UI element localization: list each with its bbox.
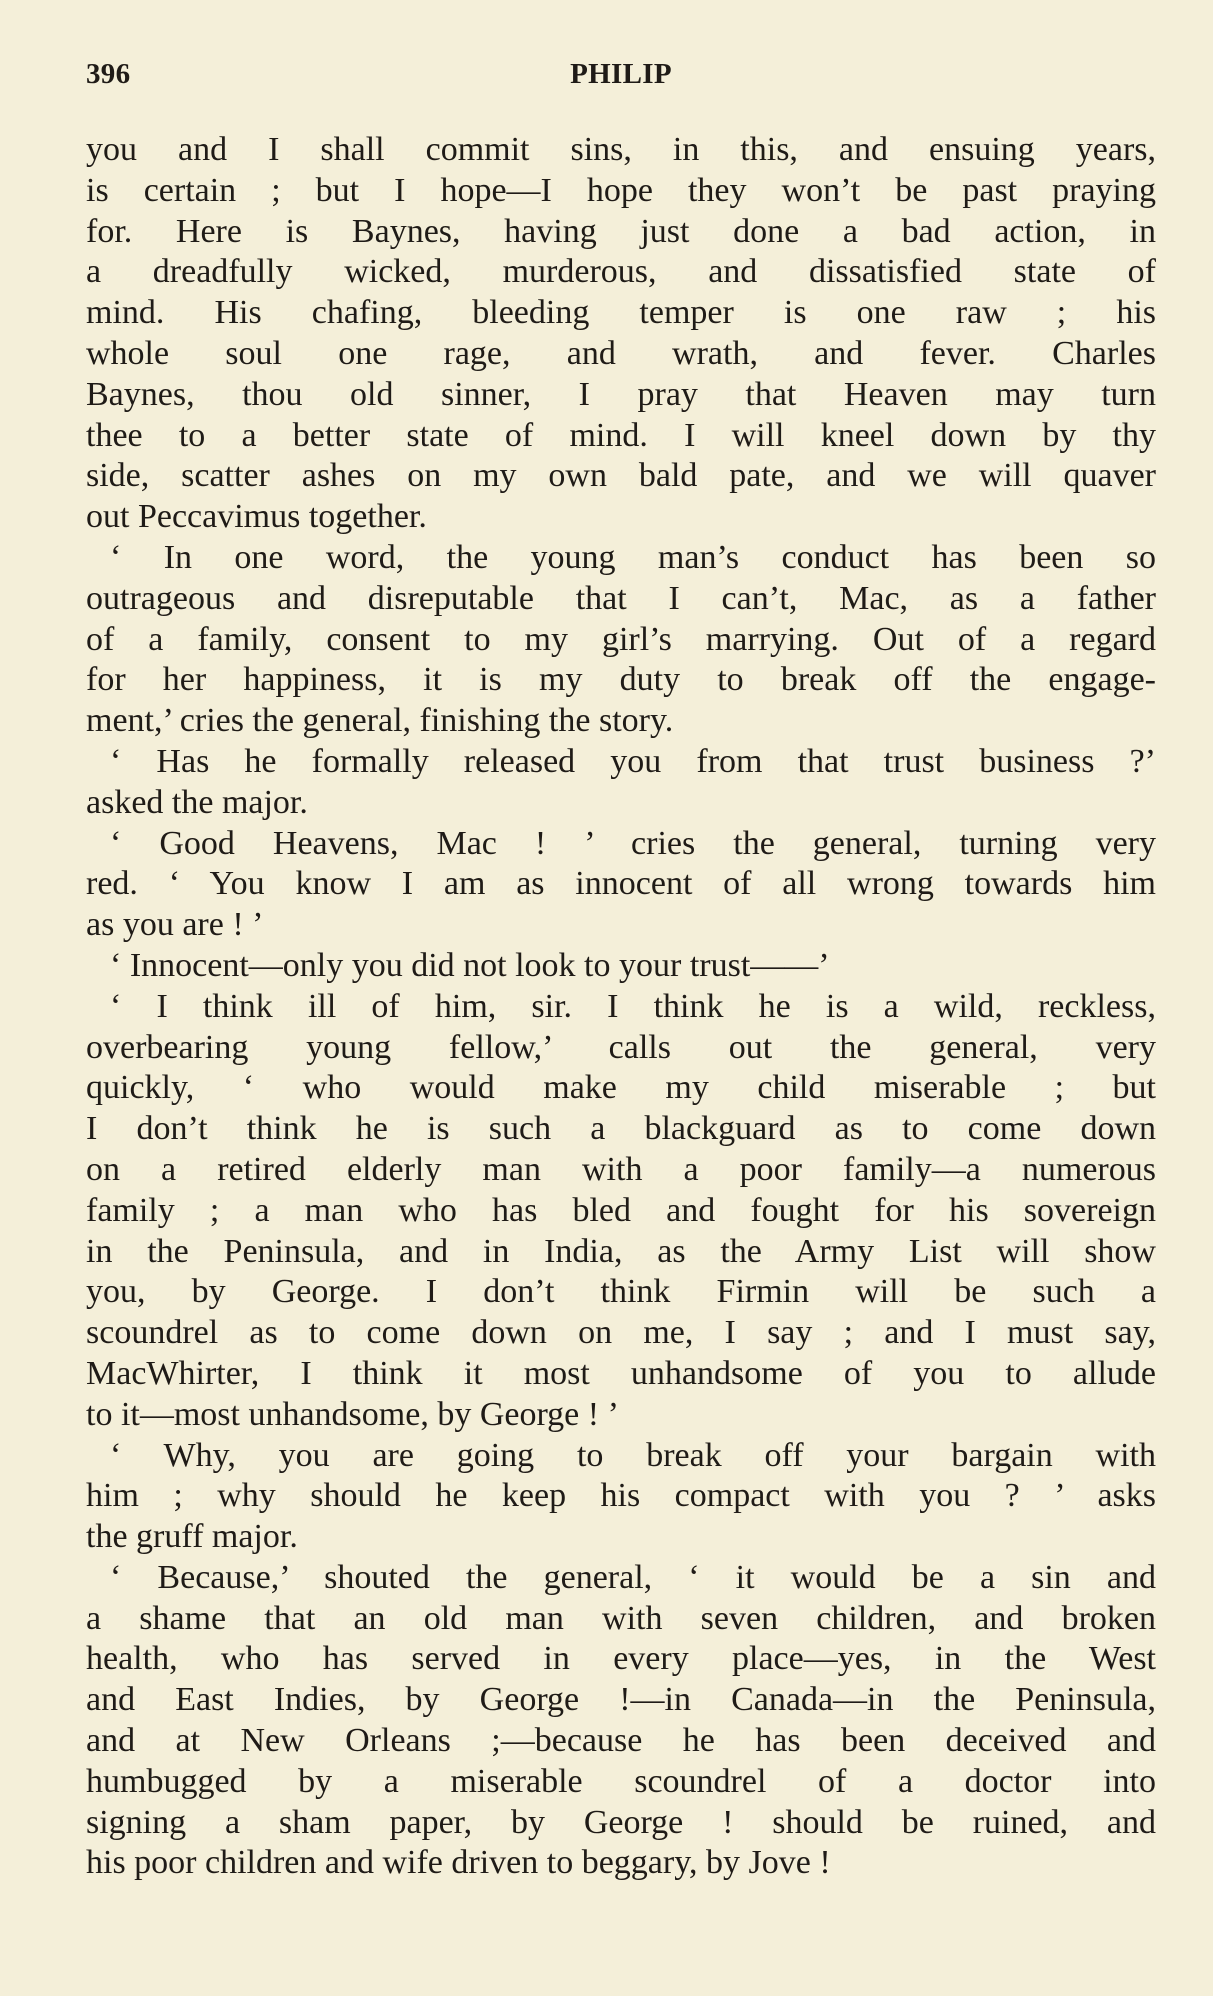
text-line: to it—most unhandsome, by George ! ’ xyxy=(86,1395,619,1433)
text-line: his poor children and wife driven to beggary, by Jove ! xyxy=(86,1844,831,1882)
text-line: MacWhirter, I think it most unhandsome of you to allude xyxy=(86,1354,1156,1392)
text-line: you, by George. I don’t think Firmin will be such a xyxy=(86,1273,1156,1311)
text-line: on a retired elderly man with a poor family—a numerous xyxy=(86,1150,1156,1188)
text-line: as you are ! ’ xyxy=(86,906,264,944)
text-line: is certain ; but I hope—I hope they won’t be past praying xyxy=(86,171,1156,209)
page-number: 396 xyxy=(86,58,131,90)
text-line: red. ‘ You know I am as innocent of all wrong towards him xyxy=(86,865,1156,903)
text-line: and at New Orleans ;—because he has been deceived and xyxy=(86,1722,1156,1760)
text-line: side, scatter ashes on my own bald pate, and we will quaver xyxy=(86,457,1156,495)
text-line: overbearing young fellow,’ calls out the general, very xyxy=(86,1028,1156,1066)
text-line: scoundrel as to come down on me, I say ; and I must say, xyxy=(86,1314,1156,1352)
text-line: Baynes, thou old sinner, I pray that Heaven may turn xyxy=(86,375,1156,413)
text-line: family ; a man who has bled and fought for his sovereign xyxy=(86,1191,1156,1229)
text-line: whole soul one rage, and wrath, and fever. Charles xyxy=(86,334,1156,372)
text-line: asked the major. xyxy=(86,783,308,821)
page-header xyxy=(86,58,1156,102)
text-line: for her happiness, it is my duty to break off the engage- xyxy=(86,661,1156,699)
text-line: the gruff major. xyxy=(86,1518,298,1556)
text-line: ‘ Has he formally released you from that trust business ?’ xyxy=(110,742,1156,780)
text-line: a shame that an old man with seven children, and broken xyxy=(86,1599,1156,1637)
text-line: and East Indies, by George !—in Canada—in the Peninsula, xyxy=(86,1681,1156,1719)
text-line: of a family, consent to my girl’s marrying. Out of a regard xyxy=(86,620,1156,658)
text-line: a dreadfully wicked, murderous, and dissatisfied state of xyxy=(86,253,1156,291)
text-line: health, who has served in every place—yes, in the West xyxy=(86,1640,1156,1678)
text-line: ‘ Why, you are going to break off your bargain with xyxy=(110,1436,1156,1474)
text-line: mind. His chafing, bleeding temper is one raw ; his xyxy=(86,294,1156,332)
text-line: in the Peninsula, and in India, as the Army List will show xyxy=(86,1232,1156,1270)
text-line: signing a sham paper, by George ! should be ruined, and xyxy=(86,1803,1156,1841)
text-line: ‘ Good Heavens, Mac ! ’ cries the general, turning very xyxy=(110,824,1156,862)
text-line: ment,’ cries the general, finishing the story. xyxy=(86,702,674,740)
text-line: I don’t think he is such a blackguard as to come down xyxy=(86,1110,1156,1148)
text-line: out Peccavimus together. xyxy=(86,498,427,536)
text-line: for. Here is Baynes, having just done a bad action, in xyxy=(86,212,1156,250)
text-line: ‘ I think ill of him, sir. I think he is a wild, reckless, xyxy=(110,987,1156,1025)
text-line: ‘ Because,’ shouted the general, ‘ it would be a sin and xyxy=(110,1558,1156,1596)
text-line: ‘ Innocent—only you did not look to your trust——’ xyxy=(110,946,830,984)
text-line: ‘ In one word, the young man’s conduct has been so xyxy=(110,538,1156,576)
body-text xyxy=(86,130,1156,1884)
text-line: outrageous and disreputable that I can’t, Mac, as a father xyxy=(86,579,1156,617)
text-line: him ; why should he keep his compact with you ? ’ asks xyxy=(86,1477,1156,1515)
text-line: you and I shall commit sins, in this, and ensuing years, xyxy=(86,131,1156,168)
text-line: thee to a better state of mind. I will kneel down by thy xyxy=(86,416,1156,454)
text-line: humbugged by a miserable scoundrel of a doctor into xyxy=(86,1762,1156,1800)
running-title: PHILIP xyxy=(570,58,672,90)
text-line: quickly, ‘ who would make my child miserable ; but xyxy=(86,1069,1156,1107)
